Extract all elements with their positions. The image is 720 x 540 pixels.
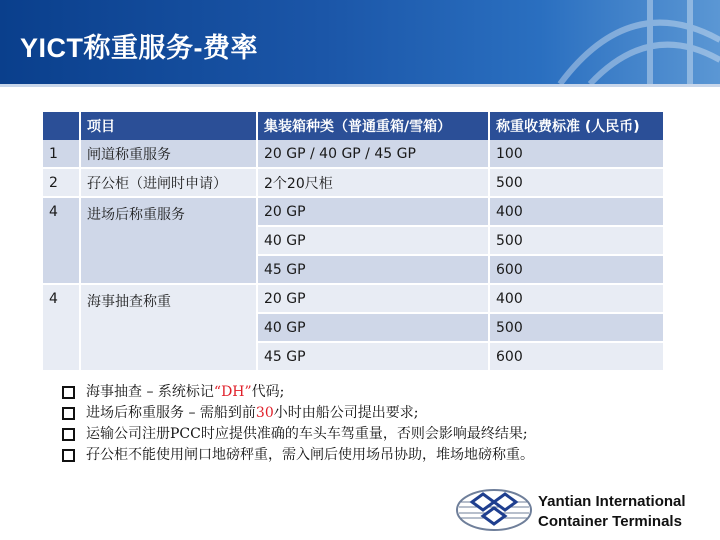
square-bullet-icon (62, 428, 75, 441)
list-item (62, 424, 702, 445)
row-container-type: 20 GP (257, 284, 489, 313)
row-item: 孖公柜（进闸时申请） (80, 168, 257, 197)
row-fee: 500 (489, 168, 664, 197)
notes-list (62, 382, 702, 466)
square-bullet-icon (62, 407, 75, 420)
column-header-fee: 称重收费标准 (人民币) (489, 112, 664, 140)
row-number: 4 (43, 197, 80, 284)
row-number: 4 (43, 284, 80, 371)
header-divider (0, 84, 720, 87)
row-container-type: 40 GP (257, 226, 489, 255)
row-number: 1 (43, 140, 80, 168)
square-bullet-icon (62, 449, 75, 462)
company-logo-text (538, 492, 686, 532)
list-item (62, 403, 702, 424)
row-item: 进场后称重服务 (80, 197, 257, 284)
row-fee: 600 (489, 342, 664, 371)
column-header-type: 集装箱种类（普通重箱/雪箱） (257, 112, 489, 140)
row-fee: 500 (489, 313, 664, 342)
note-text: 孖公柜不能使用闸口地磅秤重，需入闸后使用场吊协助，堆场地磅称重。 (86, 447, 534, 463)
row-fee: 600 (489, 255, 664, 284)
row-container-type: 20 GP (257, 197, 489, 226)
table-row (43, 168, 664, 197)
column-header-no (43, 112, 80, 140)
row-container-type: 45 GP (257, 255, 489, 284)
row-item: 闸道称重服务 (80, 140, 257, 168)
list-item (62, 382, 702, 403)
row-fee: 400 (489, 284, 664, 313)
note-text: 运输公司注册PCC时应提供准确的车头车驾重量，否则会影响最终结果; (86, 426, 528, 442)
row-fee: 500 (489, 226, 664, 255)
table-row (43, 197, 664, 226)
logo-line-1: Yantian International (538, 493, 686, 510)
note-text: 海事抽查 – 系统标记 (86, 384, 214, 400)
header-decoration-icon (540, 0, 720, 84)
row-container-type: 2个20尺柜 (257, 168, 489, 197)
row-container-type: 40 GP (257, 313, 489, 342)
row-number: 2 (43, 168, 80, 197)
row-fee: 100 (489, 140, 664, 168)
note-text: 小时由船公司提出要求; (273, 405, 419, 421)
row-item: 海事抽查称重 (80, 284, 257, 371)
slide-header (0, 0, 720, 84)
logo-line-2: Container Terminals (538, 513, 682, 530)
note-text: 代码; (251, 384, 285, 400)
note-highlight: “DH” (213, 384, 252, 400)
square-bullet-icon (62, 386, 75, 399)
row-container-type: 20 GP / 40 GP / 45 GP (257, 140, 489, 168)
list-item (62, 445, 702, 466)
column-header-item: 项目 (80, 112, 257, 140)
table-header-row (43, 112, 664, 140)
table-row (43, 140, 664, 168)
row-container-type: 45 GP (257, 342, 489, 371)
note-text: 进场后称重服务 – 需船到前 (86, 405, 256, 421)
slide-title: YICT称重服务-费率 (20, 33, 258, 63)
fee-table (43, 112, 665, 372)
table-row (43, 284, 664, 313)
yict-logo-icon (455, 488, 533, 532)
note-highlight: 30 (255, 405, 274, 421)
row-fee: 400 (489, 197, 664, 226)
